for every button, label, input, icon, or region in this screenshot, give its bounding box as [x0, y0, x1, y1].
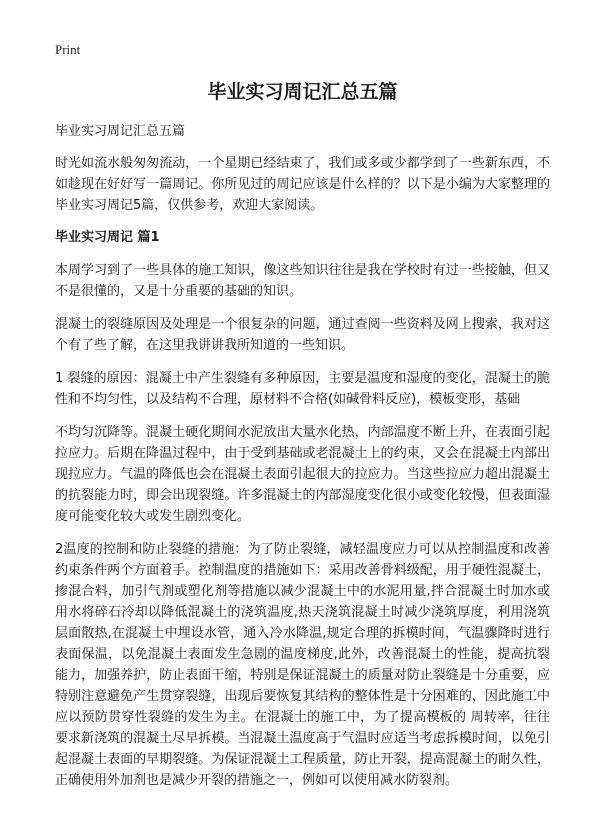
- intro-paragraph: 时光如流水般匆匆流动，一个星期已经结束了，我们或多或少都学到了一些新东西，不如趁现在好好写一篇周记。你所见过的周记应该是什么样的？以下是小编为大家整理的毕业实习周记5篇，仅供参考，欢迎大家阅读。: [55, 156, 550, 213]
- print-label: Print: [55, 42, 81, 57]
- document-title: 毕业实习周记汇总五篇: [207, 81, 398, 103]
- document-subtitle: 毕业实习周记汇总五篇: [55, 124, 186, 139]
- body-paragraph: 本周学习到了一些具体的施工知识，像这些知识往往是我在学校时有过一些接触，但又不是很懂的，又是十分重要的基础的知识。: [55, 263, 550, 299]
- body-paragraph: 不均匀沉降等。混凝土硬化期间水泥放出大量水化热，内部温度不断上升，在表面引起拉应力。后期在降温过程中，由于受到基础或老混凝土上的约束，又会在混凝土内部出现拉应力。气温的降低也会在混凝土表面引起很大的拉应力。当这些拉应力超出混凝土的抗裂能力时，即会出现裂缝。许多混凝土的内部湿度变化很小或变化较慢，但表面湿度可能变化较大或发生剧烈变化。: [55, 425, 550, 524]
- body-paragraph: 1 裂缝的原因：混凝土中产生裂缝有多种原因，主要是温度和湿度的变化，混凝土的脆性和不均匀性，以及结构不合理，原材料不合格(如碱骨料反应)，模板变形，基础: [55, 371, 550, 407]
- body-paragraph: 2温度的控制和防止裂缝的措施：为了防止裂缝，减轻温度应力可以从控制温度和改善约束条件两个方面着手。控制温度的措施如下：采用改善骨料级配，用于硬性混凝土，掺混合料，加引气剂或塑化剂等措施以减少混凝土中的水泥用量,拌合混凝土时加水或用水将碎石冷却以降低混凝土的浇筑温度,热天浇筑混凝土时减少浇筑厚度，利用浇筑层面散热,在混凝土中埋设水管，通入冷水降温,规定合理的拆模时间，气温骤降时进行表面保温，以免混凝土表面发生急剧的温度梯度,此外，改善混凝土的性能，提高抗裂能力，加强养护，防止表面干缩，特别是保证混凝土的质量对防止裂缝是十分重要，应特别注意避免产生贯穿裂缝，出现后要恢复其结构的整体性是十分困难的，因此施工中应以预防贯穿性裂缝的发生为主。在混凝土的施工中，为了提高模板的 周转率，往往要求新浇筑的混凝土尽早拆模。当混凝土温度高于气温时应适当考虑拆模时间，以免引起混凝土表面的早期裂缝。为保证混凝土工程质量，防止开裂，提高混凝土的耐久性，正确使用外加剂也是减少开裂的措施之一，例如可以使用减水防裂剂。: [55, 542, 550, 788]
- body-paragraph: 混凝土的裂缝原因及处理是一个很复杂的问题，通过查阅一些资料及网上搜索，我对这个有了些了解，在这里我讲讲我所知道的一些知识。: [55, 317, 550, 353]
- section-heading: 毕业实习周记 篇1: [55, 230, 160, 245]
